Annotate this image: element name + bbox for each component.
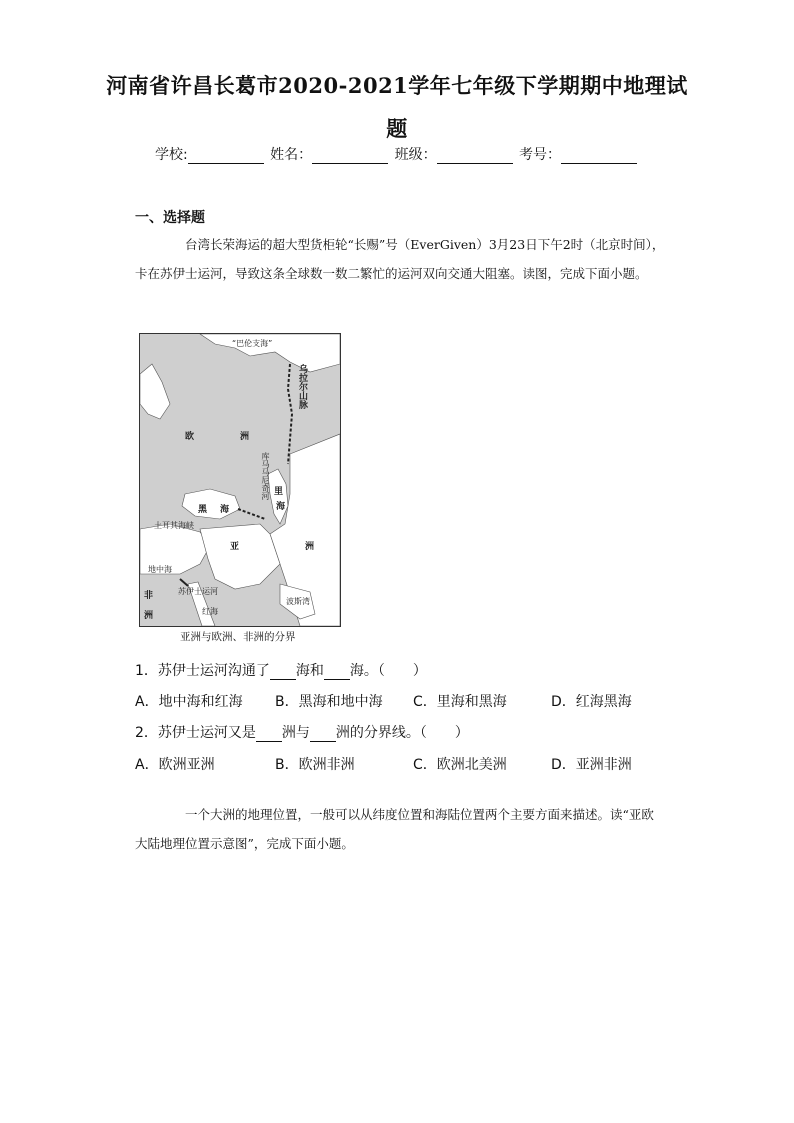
map-label-red: 红海 [202, 607, 218, 616]
map-label-barents: “巴伦支海” [232, 339, 273, 348]
page-title-line2: 题 [386, 116, 408, 141]
map-label-europe-1: 欧 [185, 432, 195, 442]
q1-option-c[interactable]: C．里海和黑海 [413, 694, 507, 710]
map-label-ural: 乌拉尔山脉 [297, 364, 307, 409]
q1-blank-2[interactable] [324, 665, 350, 680]
q2-option-d[interactable]: D．亚洲非洲 [551, 757, 632, 773]
map-label-bosporus: 土耳其海峡 [154, 521, 194, 530]
map-label-suez: 苏伊士运河 [178, 587, 218, 596]
q2-option-b[interactable]: B．欧洲非洲 [275, 757, 355, 773]
class-blank[interactable] [437, 149, 513, 164]
school-blank[interactable] [188, 149, 264, 164]
map-label-caspian-1: 里 [274, 487, 284, 497]
passage-1-text: 台湾长荣海运的超大型货柜轮“长赐”号（EverGiven）3月23日下午2时（北京时间），卡在苏伊士运河，导致这条全球数一数二繁忙的运河双向交通大阻塞。读图，完成下面小题。 [135, 237, 665, 281]
map-figure [139, 333, 341, 627]
number-blank[interactable] [561, 149, 637, 164]
map-label-caspian-2: 海 [276, 502, 286, 512]
page-title-line1: 河南省许昌长葛市2020-2021学年七年级下学期期中地理试 [106, 73, 688, 98]
map-label-arab: 波斯湾 [286, 597, 310, 606]
map-label-asia-1: 亚 [230, 542, 240, 552]
number-label: 考号： [519, 147, 562, 163]
q2-blank-1[interactable] [256, 727, 282, 742]
q1-option-d[interactable]: D．红海黑海 [551, 694, 632, 710]
q1-blank-1[interactable] [270, 665, 296, 680]
question-1: 1．苏伊士运河沟通了 海和 海。（ ） [135, 663, 427, 679]
question-1-options [135, 691, 675, 711]
class-label: 班级： [394, 147, 437, 163]
question-2-options [135, 754, 675, 774]
passage-2-text: 一个大洲的地理位置，一般可以从纬度位置和海陆位置两个主要方面来描述。读“亚欧大陆地理位置示意图”，完成下面小题。 [135, 807, 654, 851]
passage-1 [135, 230, 665, 288]
map-drawing [140, 334, 340, 626]
map-label-kuma: 库马马尼奇河 [261, 452, 270, 500]
map-label-africa-2: 洲 [144, 611, 154, 621]
section-title: 一、选择题 [135, 210, 205, 226]
map-label-europe-2: 洲 [240, 432, 250, 442]
q2-blank-2[interactable] [310, 727, 336, 742]
map-label-asia-2: 洲 [305, 542, 315, 552]
map-label-black-2: 海 [220, 505, 230, 515]
map-label-med: 地中海 [148, 565, 172, 574]
q1-option-a[interactable]: A．地中海和红海 [135, 694, 243, 710]
map-label-black-1: 黑 [198, 505, 208, 515]
question-2: 2．苏伊士运河又是 洲与 洲的分界线。（ ） [135, 725, 469, 741]
q2-option-a[interactable]: A．欧洲亚洲 [135, 757, 215, 773]
map-label-africa-1: 非 [144, 591, 154, 601]
passage-2 [135, 800, 665, 858]
name-blank[interactable] [312, 149, 388, 164]
student-info-row [0, 144, 794, 164]
map-caption: 亚洲与欧洲、非洲的分界 [180, 631, 296, 643]
school-label: 学校: [154, 147, 188, 163]
name-label: 姓名： [270, 147, 313, 163]
q2-option-c[interactable]: C．欧洲北美洲 [413, 757, 507, 773]
q1-option-b[interactable]: B．黑海和地中海 [275, 694, 383, 710]
